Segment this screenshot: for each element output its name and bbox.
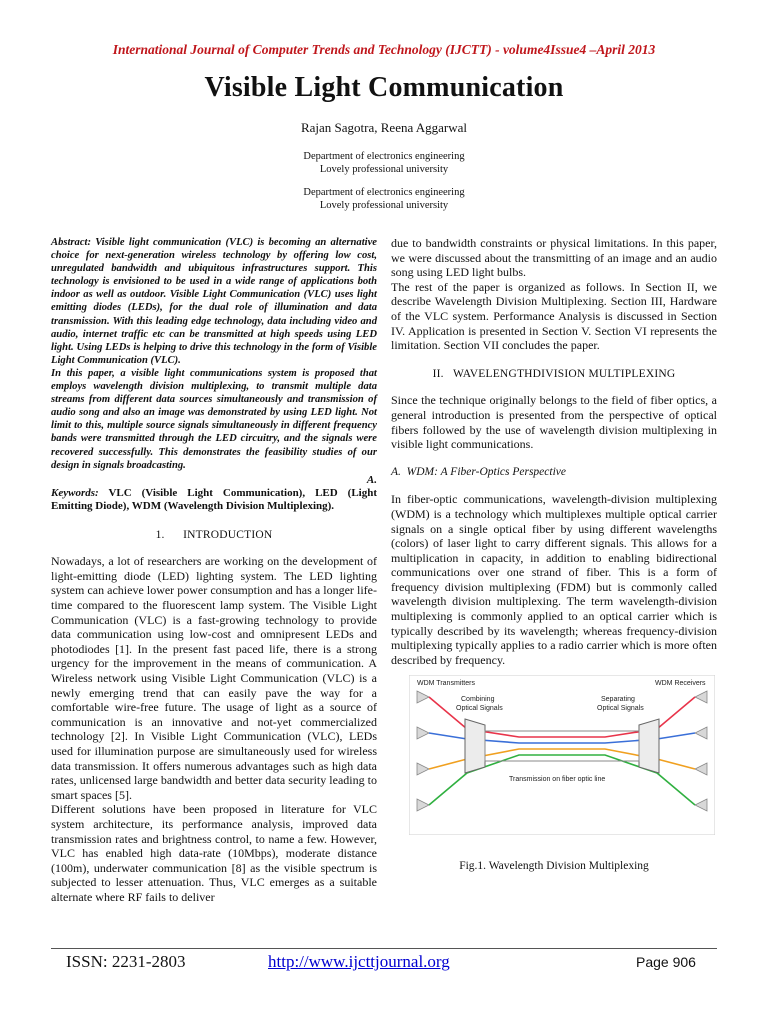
journal-header: International Journal of Computer Trends and Technology (IJCTT) - volume4Issue4 –April 2013 xyxy=(112,42,656,57)
combiner-prism xyxy=(465,719,485,773)
affiliation-1-university: Lovely professional university xyxy=(319,164,449,175)
affiliation-2 xyxy=(0,186,768,212)
left-column xyxy=(51,236,377,905)
combine-label-2: Optical Signals xyxy=(456,705,503,713)
affiliation-2-department: Department of electronics engineering xyxy=(303,187,465,198)
section-marker: A. xyxy=(366,473,377,486)
affiliation-1-department: Department of electronics engineering xyxy=(303,151,465,162)
right-column xyxy=(391,236,717,874)
affiliation-1 xyxy=(0,150,768,176)
continued-paragraph: due to bandwidth constraints or physical limitations. In this paper, we were discussed about the transmitting of an image and an audio song using LED light bulbs. xyxy=(391,236,717,280)
intro-paragraph-2: Different solutions have been proposed in literature for VLC system architecture, its performance analysis, improved data transmission rates and brightness control, to name a few. However, VLC has enabled high data-rate (10Mbps), moderate distance (100m), underwater communication [8] as the visible spectrum is subjected to lesser attenuation. Thus, VLC emerges as a suitable alternate where RF fails to deliver xyxy=(51,802,377,904)
abstract-paragraph-2: In this paper, a visible light communications system is proposed that employs wavelength division multiplexing, to transmit multiple data streams from different data sources simultaneously and transmission of audio song and also an image was demonstrated by using LED light. Not limit to this, multiple source signals simultaneously in different frequency bands were transmitted through the LED circuitry, and the signals were recovered successfully. This demonstrates the feasibility studies of our design in signals broadcasting. xyxy=(51,367,377,471)
separate-label-2: Optical Signals xyxy=(597,705,644,713)
affiliation-2-university: Lovely professional university xyxy=(319,200,449,211)
journal-url-link[interactable]: http://www.ijcttjournal.org xyxy=(268,952,450,971)
paper-title: Visible Light Communication xyxy=(204,72,564,103)
organization-paragraph: The rest of the paper is organized as follows. In Section II, we describe Wavelength Division Multiplexing. Section III, Hardware of the VLC system. Performance Analysis is discussed in Section IV. Application is presented in Section V. Section VI represents the limitation. Section VII concludes the paper. xyxy=(391,279,717,353)
tx-label: WDM Transmitters xyxy=(417,680,475,688)
fiber-label: Transmission on fiber optic line xyxy=(509,776,606,784)
combine-label-1: Combining xyxy=(461,696,495,704)
figure-caption: Fig.1. Wavelength Division Multiplexing xyxy=(459,860,649,873)
wdm-intro-paragraph: Since the technique originally belongs to the field of fiber optics, a general introduction is presented from the perspective of optical fibers followed by the use of wavelength division multiplexing in visible light communications. xyxy=(391,393,717,452)
introduction-heading: 1. INTRODUCTION xyxy=(155,528,273,541)
footer-divider xyxy=(51,948,717,949)
keywords xyxy=(51,487,377,513)
wdm-paragraph: In fiber-optic communications, wavelength-division multiplexing (WDM) is a technology which multiplexes multiple optical carrier signals on a single optical fiber by using different wavelengths (colors) of laser light to carry different signals. This allows for a multiplication in capacity, in addition to enabling bidirectional communications over one strand of fiber. This is a form of frequency division multiplexing (FDM) but is commonly called wavelength division multiplexing. The term wavelength-division multiplexing is commonly applied to an optical carrier which is typically described by its wavelength; whereas frequency-division multiplexing typically applies to a radio carrier which is more often described by frequency. xyxy=(391,492,717,667)
wdm-diagram xyxy=(409,675,715,835)
wdm-subheading: A. WDM: A Fiber-Optics Perspective xyxy=(391,465,566,478)
intro-paragraph-1: Nowadays, a lot of researchers are working on the development of light-emitting diode (LED) lighting system. The LED lighting system can achieve lower power consumption and has a longer life-time compared to the fluorescent lamp system. The Visible Light Communication (VLC) is a fast-growing technology to provide data communication using low-cost and omnipresent LEDs and photodiodes [1]. In the present fast paced life, there is a strong urgency for the improvement in the means of communication. A Wireless network using Visible Light Communication (VLC) is a newly emerging trend that can easily pave the way for a comfortable wire-free future. The usage of light as a source of communication is an innovative and not-yet commercialized technology [2]. In Visible Light Communication (VLC), LEDs used for illumination purpose are simultaneously used for wireless data transmission. It offers numerous advantages such as high data rates, unlicensed large bandwidth and better data security leading to smart spaces [5]. xyxy=(51,554,377,802)
keywords-text: VLC (Visible Light Communication), LED (Light Emitting Diode), WDM (Wavelength Division Multiplexing). xyxy=(51,487,377,513)
issn: ISSN: 2231-2803 xyxy=(66,952,186,971)
wdm-figure xyxy=(409,675,715,835)
separator-prism xyxy=(639,719,659,773)
rx-label: WDM Receivers xyxy=(655,680,706,688)
keywords-label: Keywords: xyxy=(51,487,99,500)
abstract xyxy=(51,236,377,472)
wdm-heading: II. WAVELENGTHDIVISION MULTIPLEXING xyxy=(432,367,676,380)
separate-label-1: Separating xyxy=(601,696,635,704)
page-number: Page 906 xyxy=(636,954,696,970)
authors: Rajan Sagotra, Reena Aggarwal xyxy=(300,120,468,135)
abstract-paragraph-1: Abstract: Visible light communication (VLC) is becoming an alternative choice for next-generation wireless technology by offering low cost, unregulated bandwidth and ubiquitous infrastructures support. This technology is envisioned to be used in a wide range of applications both indoor as well as outdoor. Visible Light Communication (VLC) uses light emitting diodes (LEDs), for the dual role of illumination and data transmission. With this leading edge technology, data including video and audio, internet traffic etc can be transmitted at high speeds using LED light. Using LEDs is helping to drive this technology in the form of Visible Light Communication (VLC). xyxy=(51,237,377,366)
